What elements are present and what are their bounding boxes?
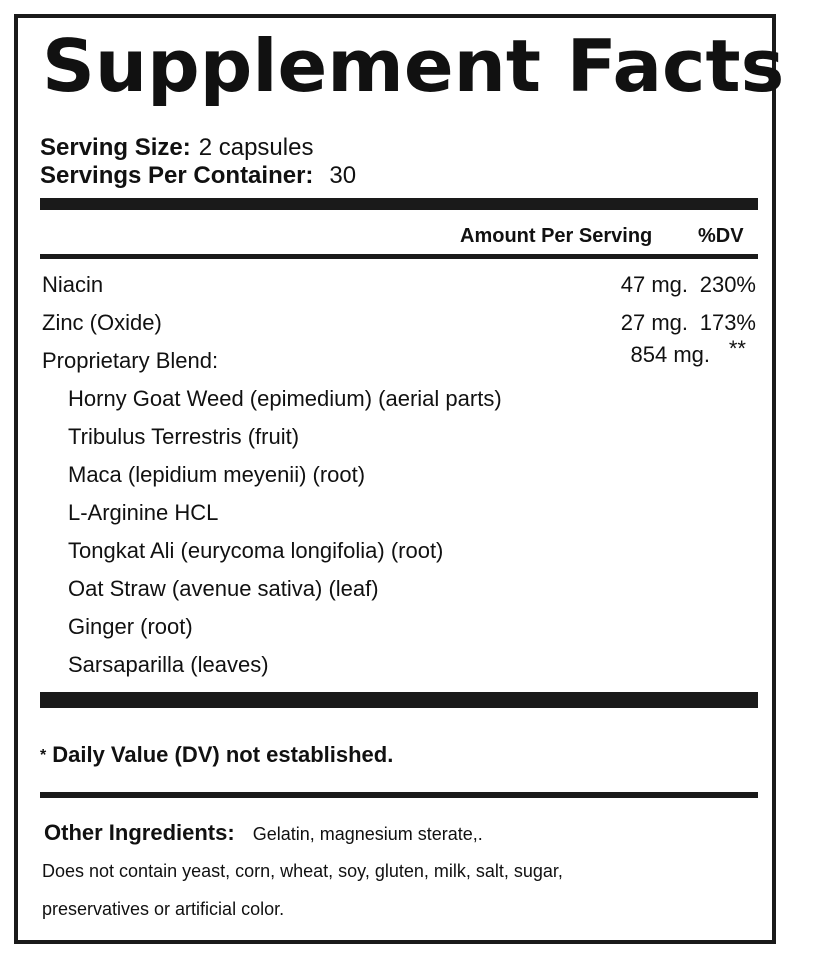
allergen-notice-line: Does not contain yeast, corn, wheat, soy, gluten, milk, salt, sugar, [42, 861, 563, 881]
nutrient-name: Proprietary Blend: [42, 348, 219, 373]
serving-size-label: Serving Size: [40, 134, 191, 161]
nutrient-amount: 47 mg. [620, 272, 688, 297]
blend-ingredient: L-Arginine HCL [68, 500, 219, 525]
panel-title: Supplement Facts [42, 24, 785, 108]
nutrient-dv: 173% [699, 310, 756, 335]
blend-ingredient: Oat Straw (avenue sativa) (leaf) [68, 576, 379, 601]
thick-divider [40, 692, 758, 708]
blend-ingredient: Maca (lepidium meyenii) (root) [68, 462, 366, 487]
nutrient-dv: 230% [699, 272, 756, 297]
blend-ingredient: Ginger (root) [68, 614, 193, 639]
nutrient-dv: ** [728, 336, 746, 361]
other-ingredients-label: Other Ingredients: [44, 820, 235, 845]
blend-ingredient: Tribulus Terrestris (fruit) [68, 424, 300, 449]
allergen-notice-line: preservatives or artificial color. [42, 899, 285, 919]
header-divider [40, 254, 758, 259]
servings-per-container-row [40, 164, 356, 188]
nutrient-name: Niacin [42, 272, 104, 297]
blend-ingredient: Sarsaparilla (leaves) [68, 652, 269, 677]
supplement-facts-panel [14, 14, 785, 944]
nutrient-name: Zinc (Oxide) [42, 310, 162, 335]
footnote-text: Daily Value (DV) not established. [52, 742, 394, 767]
dv-footnote [40, 744, 393, 766]
nutrient-amount: 854 mg. [630, 342, 710, 367]
serving-size-row [40, 136, 313, 160]
thick-divider [40, 198, 758, 210]
amount-per-serving-header: Amount Per Serving [460, 225, 653, 247]
footnote-divider [40, 792, 758, 798]
servings-per-container-value: 30 [329, 162, 357, 189]
nutrient-amount: 27 mg. [620, 310, 688, 335]
blend-ingredient: Tongkat Ali (eurycoma longifolia) (root) [68, 538, 444, 563]
blend-ingredient: Horny Goat Weed (epimedium) (aerial parts) [68, 386, 502, 411]
other-ingredients-value: Gelatin, magnesium sterate,. [252, 824, 483, 844]
serving-size-value: 2 capsules [198, 134, 314, 161]
servings-per-container-label: Servings Per Container: [40, 162, 314, 189]
dv-header: %DV [698, 225, 744, 247]
footnote-star: * [40, 747, 47, 764]
other-ingredients-row [44, 822, 483, 844]
